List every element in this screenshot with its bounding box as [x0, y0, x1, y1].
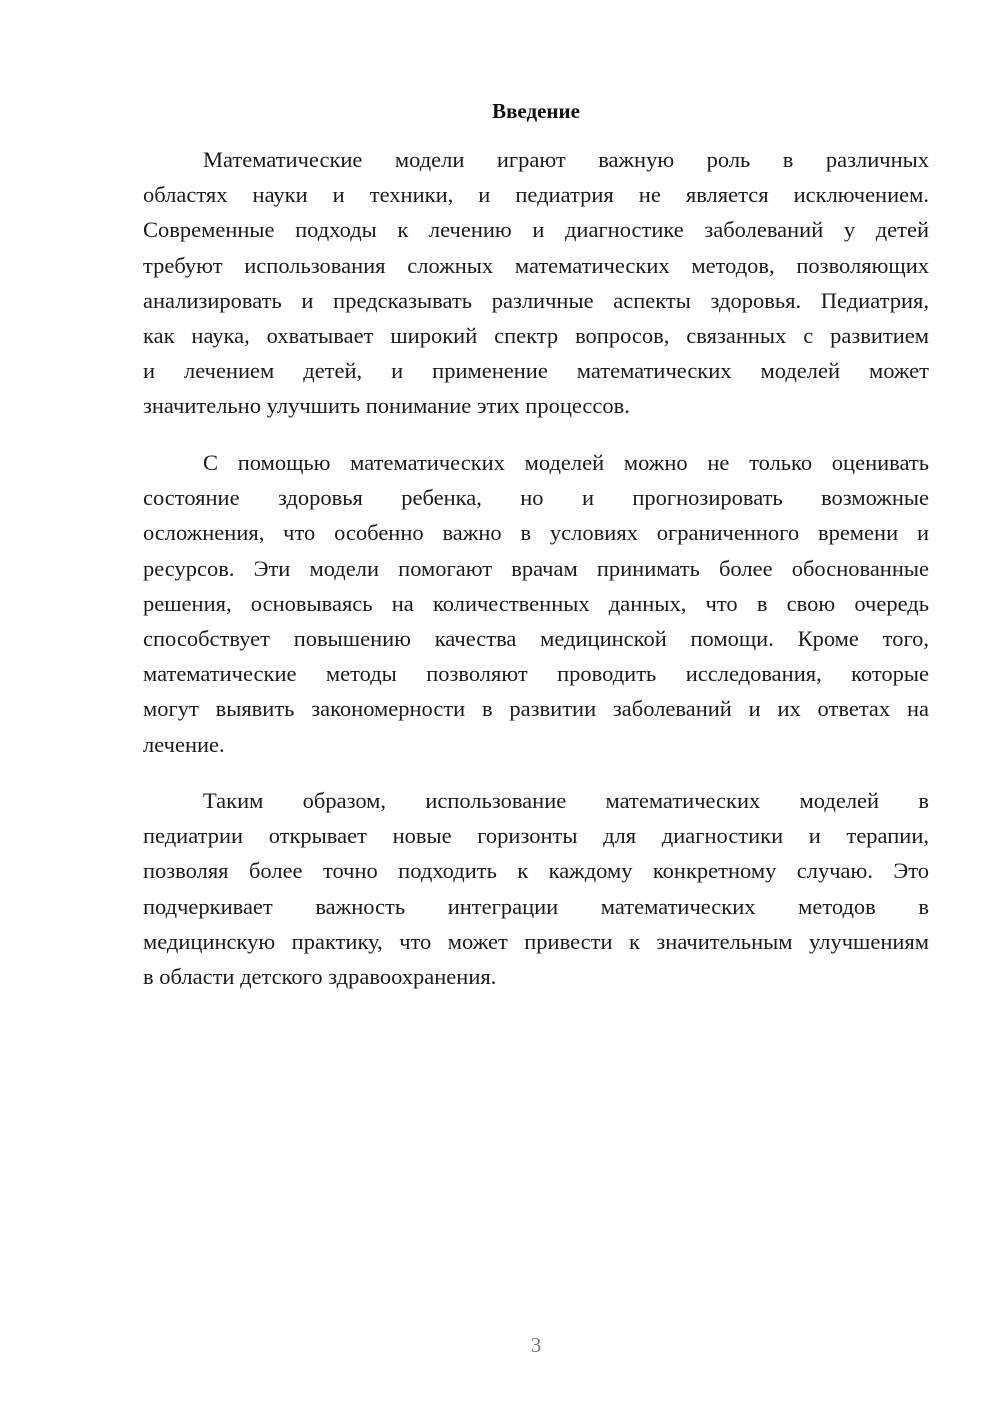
paragraph-3: [143, 783, 929, 994]
text-line: как наука, охватывает широкий спектр вопросов, связанных с развитием: [143, 322, 929, 348]
text-line: Современные подходы к лечению и диагностике заболеваний у детей: [143, 217, 929, 243]
text-line: областях науки и техники, и педиатрия не является исключением.: [143, 182, 929, 208]
text-line: анализировать и предсказывать различные аспекты здоровья. Педиатрия,: [143, 287, 929, 313]
text-line: лечение.: [143, 731, 225, 757]
text-line: ресурсов. Эти модели помогают врачам принимать более обоснованные: [143, 555, 929, 581]
text-line: позволяя более точно подходить к каждому конкретному случаю. Это: [143, 858, 929, 884]
text-line: могут выявить закономерности в развитии заболеваний и их ответах на: [143, 696, 929, 722]
text-line: подчеркивает важность интеграции математических методов в: [143, 893, 929, 919]
text-line: способствует повышению качества медицинской помощи. Кроме того,: [143, 625, 929, 651]
paragraph-1: [143, 142, 929, 424]
text-line: и лечением детей, и применение математических моделей может: [143, 358, 929, 384]
text-line: педиатрии открывает новые горизонты для диагностики и терапии,: [143, 823, 929, 849]
text-line: Математические модели играют важную роль в различных: [203, 147, 929, 172]
text-line: решения, основываясь на количественных данных, что в свою очередь: [143, 590, 929, 616]
text-line: Таким образом, использование математических моделей в: [203, 788, 929, 813]
text-line: медицинскую практику, что может привести к значительным улучшениям: [143, 928, 929, 954]
text-line: состояние здоровья ребенка, но и прогнозировать возможные: [143, 485, 929, 511]
text-line: значительно улучшить понимание этих процессов.: [143, 393, 630, 419]
text-line: С помощью математических моделей можно не только оценивать: [203, 450, 929, 475]
section-heading: Введение: [492, 99, 580, 123]
text-line: осложнения, что особенно важно в условиях ограниченного времени и: [143, 520, 929, 546]
paragraph-2: [143, 445, 929, 762]
page-number: 3: [530, 1333, 542, 1357]
text-line: в области детского здравоохранения.: [143, 963, 497, 989]
text-line: требуют использования сложных математических методов, позволяющих: [143, 252, 929, 278]
text-line: математические методы позволяют проводить исследования, которые: [143, 661, 929, 687]
